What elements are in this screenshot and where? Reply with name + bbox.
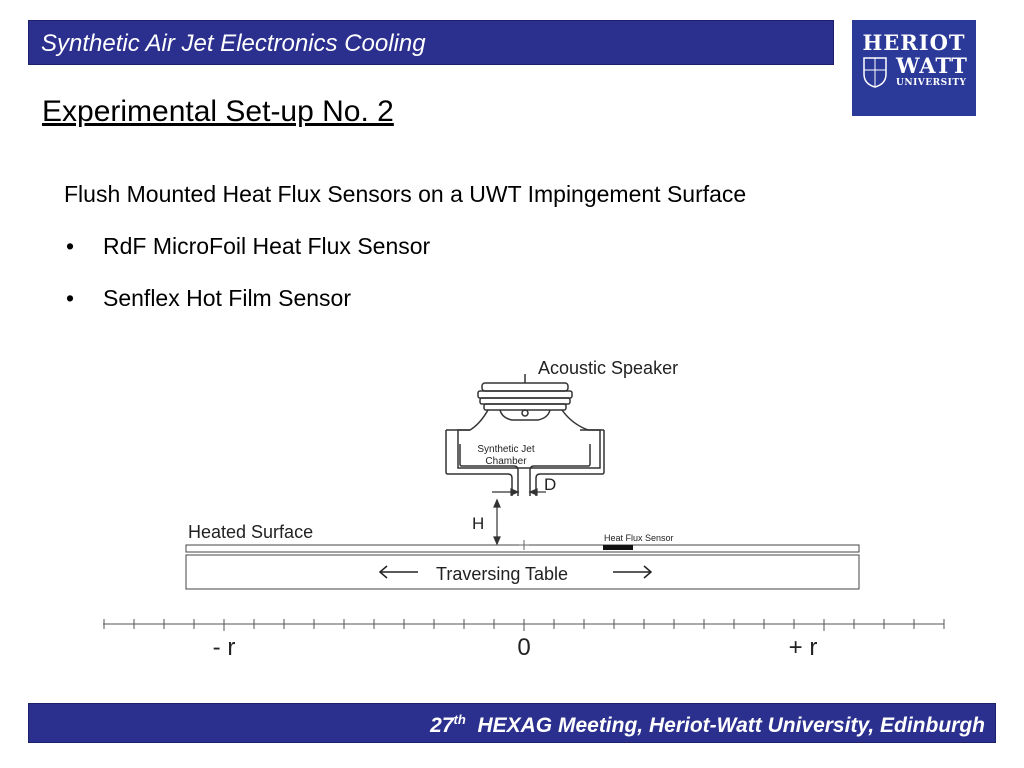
chamber-label-1: Synthetic Jet [477,444,535,455]
logo-line-3: UNIVERSITY [896,78,967,88]
left-arrow-icon [380,566,418,578]
footer-text [430,712,985,738]
scale-right-label: + r [788,634,818,661]
header-bar [28,20,834,65]
heat-flux-sensor-label: Heat Flux Sensor [604,533,674,543]
right-arrow-icon [613,566,651,578]
h-label: H [472,514,485,533]
d-dimension-arrows [492,489,546,495]
university-logo [852,20,976,116]
position-scale [103,619,944,631]
bullet-item: RdF MicroFoil Heat Flux Sensor [103,233,431,259]
crest-icon [862,56,888,88]
logo-line-1: HERIOT [862,30,966,55]
bullet-mark: • [66,233,75,259]
scale-left-label: - r [212,634,236,661]
chamber-label-2: Chamber [485,456,527,467]
speaker-icon [446,374,604,496]
footer-number: 27 [430,714,454,737]
heated-surface-label: Heated Surface [188,522,314,542]
scale-center-label: 0 [517,634,531,661]
heat-flux-sensor [603,545,633,550]
intro-text: Flush Mounted Heat Flux Sensors on a UWT Impingement Surface [64,181,747,207]
footer-meeting: HEXAG Meeting, Heriot-Watt University, Edinburgh [477,714,985,737]
h-dimension-arrow [494,500,500,544]
footer-bar [28,703,996,743]
footer-superscript: th [453,712,466,727]
d-label: D [544,475,557,494]
bullet-item: Senflex Hot Film Sensor [103,285,351,311]
bullet-mark: • [66,285,75,311]
setup-diagram [0,340,1024,700]
heated-surface [186,545,859,552]
traversing-table-label: Traversing Table [436,564,569,584]
logo-line-2: WATT [896,53,968,78]
header-title: Synthetic Air Jet Electronics Cooling [41,30,426,57]
slide-title: Experimental Set-up No. 2 [42,95,394,128]
acoustic-speaker-label: Acoustic Speaker [538,358,679,378]
